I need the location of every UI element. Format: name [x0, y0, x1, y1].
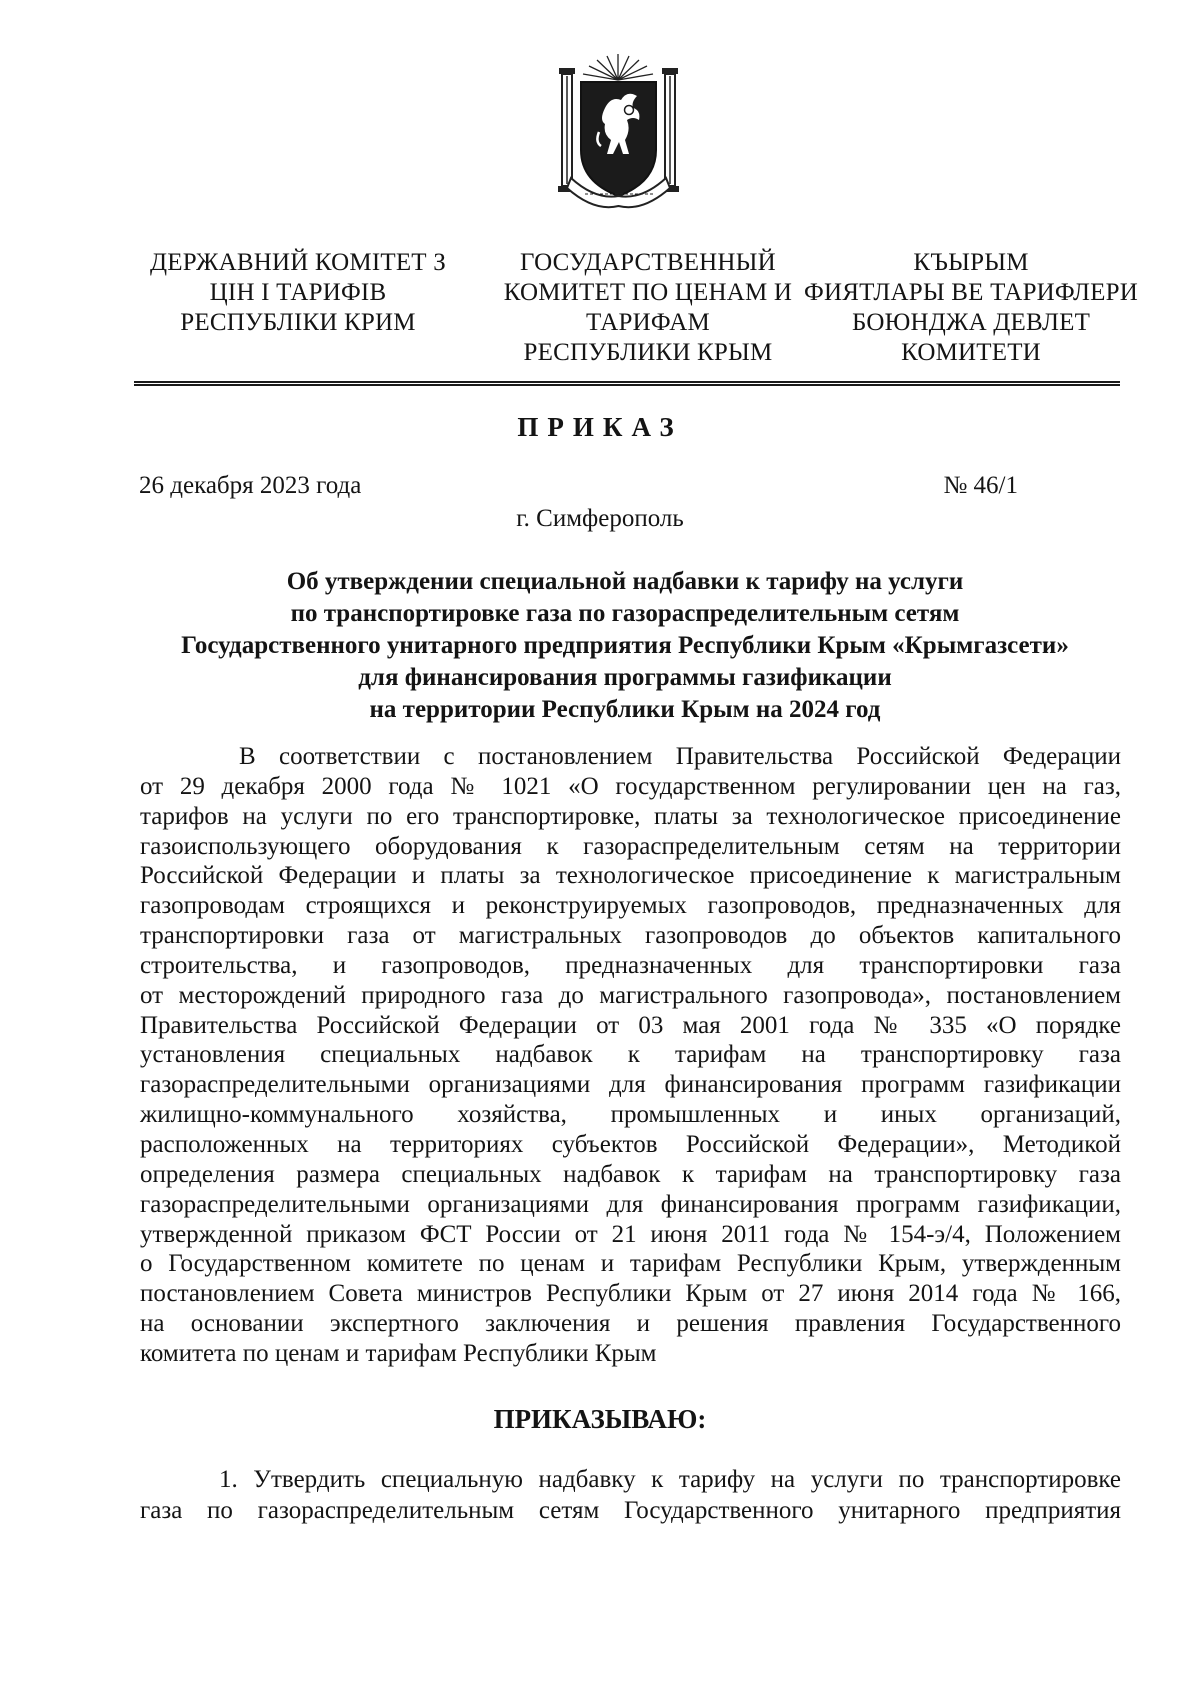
document-type: ПРИКАЗ [517, 412, 683, 442]
item-line: газа по газораспределительным сетям Государственного унитарного предприятия [140, 1497, 1121, 1524]
preamble-line: В соответствии с постановлением Правительства Российской Федерации [239, 743, 1121, 770]
preamble-line: газоиспользующего оборудования к газораспределительным сетям на территории [140, 832, 1121, 860]
header-crimean-tatar [800, 248, 1142, 368]
item-line: 1. Утвердить специальную надбавку к тарифу на услуги по транспортировке [219, 1466, 1121, 1493]
document-city: г. Симферополь [516, 505, 684, 532]
title-line: на территории Республики Крым на 2024 год [369, 696, 881, 723]
preamble-line: газопроводам строящихся и реконструируемых газопроводов, предназначенных для [140, 892, 1121, 920]
crimea-coat-of-arms-icon [555, 50, 682, 212]
header-line: БОЮНДЖА ДЕВЛЕТ [851, 309, 1091, 336]
header-line: ДЕРЖАВНИЙ КОМІТЕТ З [150, 249, 446, 276]
header-russian [478, 248, 818, 368]
header-ukrainian [128, 248, 468, 338]
header-line: ТАРИФАМ [586, 309, 710, 336]
preamble-line: определения размера специальных надбавок к тарифам на транспортировку газа [140, 1160, 1121, 1188]
preamble-line: постановлением Совета министров Республики Крым от 27 июня 2014 года № 166, [140, 1280, 1121, 1308]
preamble-line: Российской Федерации и платы за технологическое присоединение к магистральным [140, 862, 1121, 890]
document-title [140, 566, 1110, 726]
preamble-line: установления специальных надбавок к тарифам на транспортировку газа [140, 1041, 1121, 1069]
preamble-line: расположенных на территориях субъектов Российской Федерации», Методикой [140, 1130, 1121, 1158]
title-line: Об утверждении специальной надбавки к тарифу на услуги [286, 568, 964, 595]
preamble-line: от месторождений природного газа до магистрального газопровода», постановлением [140, 981, 1121, 1009]
header-line: КОМИТЕТ ПО ЦЕНАМ И [503, 279, 793, 306]
header-divider-top [134, 381, 1120, 383]
preamble-line: газораспределительными организациями для финансирования программ газификации [140, 1071, 1121, 1099]
header-line: КОМИТЕТИ [901, 339, 1041, 366]
preamble-line: Правительства Российской Федерации от 03 мая 2001 года № 335 «О порядке [140, 1011, 1121, 1039]
preamble-line: на основании экспертного заключения и решения правления Государственного [140, 1310, 1121, 1338]
header-divider-bottom [134, 384, 1120, 386]
header-line: РЕСПУБЛІКИ КРИМ [180, 309, 416, 336]
order-item-1 [140, 1464, 1121, 1526]
preamble-line: газораспределительными организациями для финансирования программ газификации, [140, 1190, 1121, 1218]
header-line: ФИЯТЛАРЫ ВЕ ТАРИФЛЕРИ [804, 279, 1138, 306]
document-date: 26 декабря 2023 года [139, 472, 362, 499]
preamble-paragraph [140, 742, 1121, 1369]
header-line: ЦІН І ТАРИФІВ [209, 279, 387, 306]
preamble-line: строительства, и газопроводов, предназначенных для транспортировки газа [140, 951, 1121, 979]
preamble-line: жилищно-коммунального хозяйства, промышленных и иных организаций, [140, 1101, 1121, 1129]
preamble-line: о Государственном комитете по ценам и тарифам Республики Крым, утвержденным [140, 1250, 1121, 1278]
preamble-line: комитета по ценам и тарифам Республики Крым [140, 1339, 657, 1367]
title-line: Государственного унитарного предприятия Республики Крым «Крымгазсети» [181, 632, 1069, 659]
order-word: ПРИКАЗЫВАЮ: [493, 1404, 707, 1434]
header-line: РЕСПУБЛИКИ КРЫМ [523, 339, 773, 366]
preamble-line: от 29 декабря 2000 года № 1021 «О государственном регулировании цен на газ, [140, 772, 1121, 800]
preamble-line: утвержденной приказом ФСТ России от 21 июня 2011 года № 154-э/4, Положением [140, 1220, 1121, 1248]
header-line: КЪЫРЫМ [913, 249, 1029, 276]
preamble-line: транспортировки газа от магистральных газопроводов до объектов капитального [140, 922, 1121, 950]
document-number: № 46/1 [943, 472, 1018, 499]
title-line: для финансирования программы газификации [358, 664, 892, 691]
title-line: по транспортировке газа по газораспределительным сетям [290, 600, 960, 627]
header-line: ГОСУДАРСТВЕННЫЙ [520, 249, 776, 276]
preamble-line: тарифов на услуги по его транспортировке, платы за технологическое присоединение [140, 802, 1121, 830]
